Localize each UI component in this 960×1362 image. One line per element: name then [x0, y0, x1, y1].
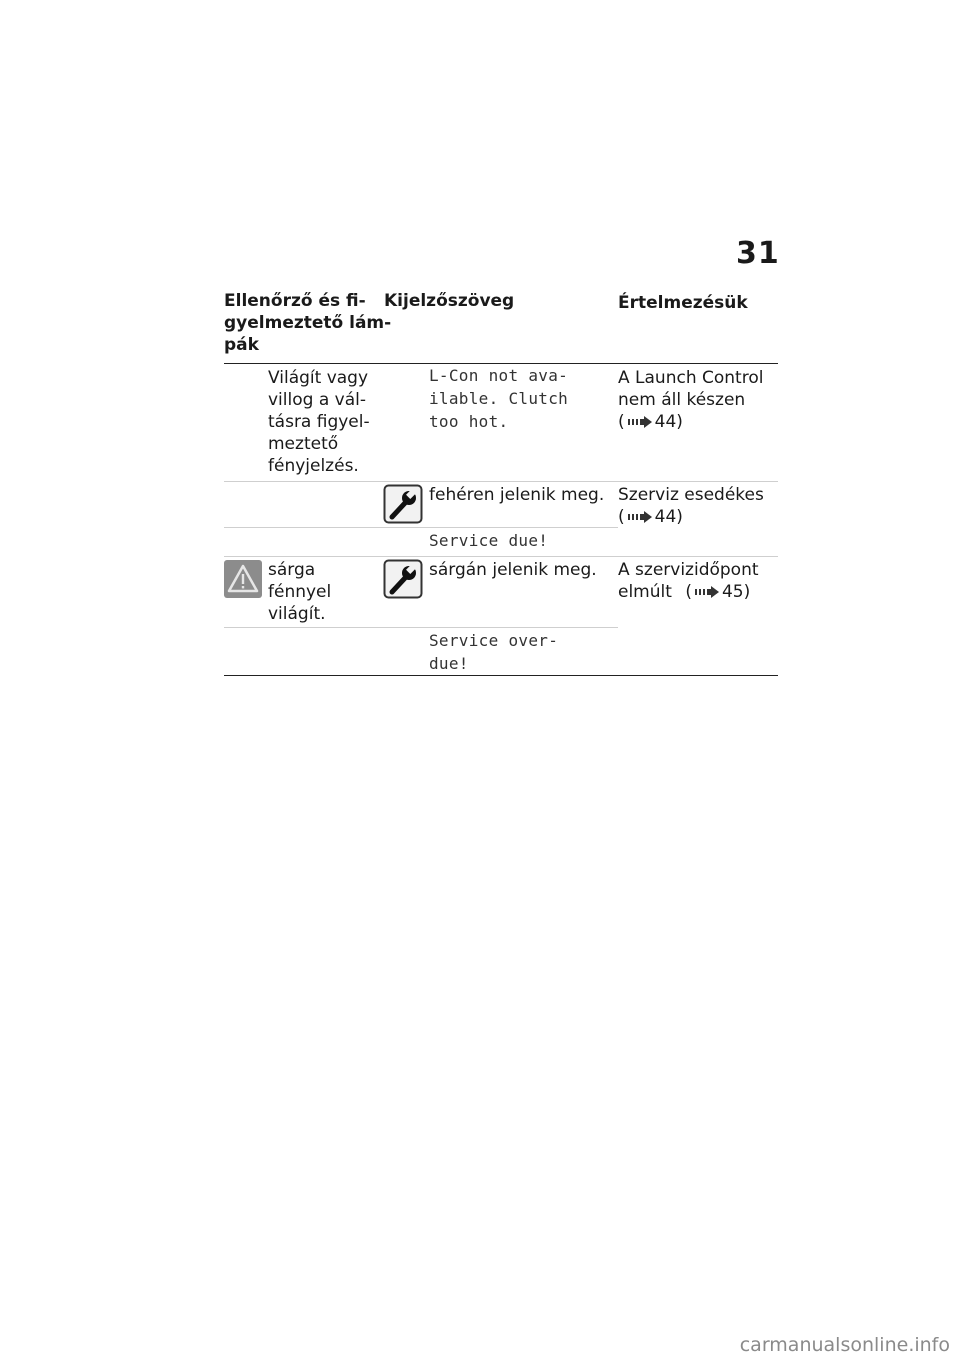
row2-ref-open: (: [618, 507, 625, 527]
row3-ref-page: 45): [721, 582, 751, 602]
row2-display-text: Service due!: [429, 531, 549, 550]
row1-meaning-line: A Launch Control: [618, 368, 764, 388]
row3-meaning-line: A szervizidőpont: [618, 560, 759, 580]
header-warning-lamps-line: Ellenőrző és fi-: [224, 291, 366, 311]
header-warning-lamps: [224, 290, 391, 356]
page-reference-arrow-icon: [627, 416, 653, 428]
watermark: carmanualsonline.info: [739, 1334, 950, 1356]
row3-display-line: due!: [429, 654, 469, 673]
wrench-icon: [383, 559, 423, 599]
row2-meaning-line: Szerviz esedékes: [618, 485, 764, 505]
row2-meaning: [618, 484, 764, 528]
row1-divider: [224, 481, 778, 482]
row3-display-note: sárgán jelenik meg.: [429, 560, 597, 580]
row3-lamp-line: sárga: [268, 560, 316, 580]
row1-lamp-line: meztető: [268, 434, 339, 454]
header-display-text: Kijelzőszöveg: [384, 291, 515, 311]
warning-triangle-icon: [224, 560, 262, 598]
row3-display-line: Service over-: [429, 631, 559, 650]
page-reference-arrow-icon: [627, 511, 653, 523]
row1-meaning-line: nem áll készen: [618, 390, 746, 410]
row1-display-text: [429, 364, 568, 433]
table-bottom-rule: [224, 675, 778, 676]
page-number: 31: [736, 236, 780, 271]
row1-page-reference: [618, 411, 763, 433]
page-reference-arrow-icon: [694, 586, 720, 598]
row3-inner-divider: [224, 627, 618, 628]
row2-divider: [224, 556, 778, 557]
row1-ref-page: 44): [654, 412, 683, 432]
header-warning-lamps-line: gyelmeztető lám-: [224, 313, 392, 333]
row1-meaning: [618, 367, 763, 433]
row2-display-note: fehéren jelenik meg.: [429, 485, 605, 505]
row1-display-line: ilable. Clutch: [429, 389, 569, 408]
row3-lamp-line: fénnyel: [268, 582, 332, 602]
row2-inner-divider: [224, 527, 618, 528]
row1-ref-open: (: [618, 412, 625, 432]
row3-meaning-text: elmúlt: [618, 582, 672, 602]
row3-lamp-description: [268, 559, 331, 625]
row1-display-line: too hot.: [429, 412, 509, 431]
row3-lamp-line: világít.: [268, 604, 326, 624]
row3-meaning-line-2: [618, 581, 759, 603]
wrench-icon: [383, 484, 423, 524]
row2-ref-page: 44): [654, 507, 683, 527]
row3-ref-open: (: [685, 582, 692, 602]
row1-lamp-line: fényjelzés.: [268, 456, 359, 476]
header-warning-lamps-line: pák: [224, 335, 259, 355]
row1-lamp-line: villog a vál-: [268, 390, 366, 410]
row1-display-line: L-Con not ava-: [429, 366, 569, 385]
row3-meaning: [618, 559, 759, 603]
row3-display-text: [429, 629, 558, 675]
header-meaning: Értelmezésük: [618, 293, 748, 313]
row2-page-reference: [618, 506, 764, 528]
row1-lamp-description: [268, 367, 370, 477]
row1-lamp-line: Világít vagy: [268, 368, 369, 388]
row1-lamp-line: tásra figyel-: [268, 412, 370, 432]
